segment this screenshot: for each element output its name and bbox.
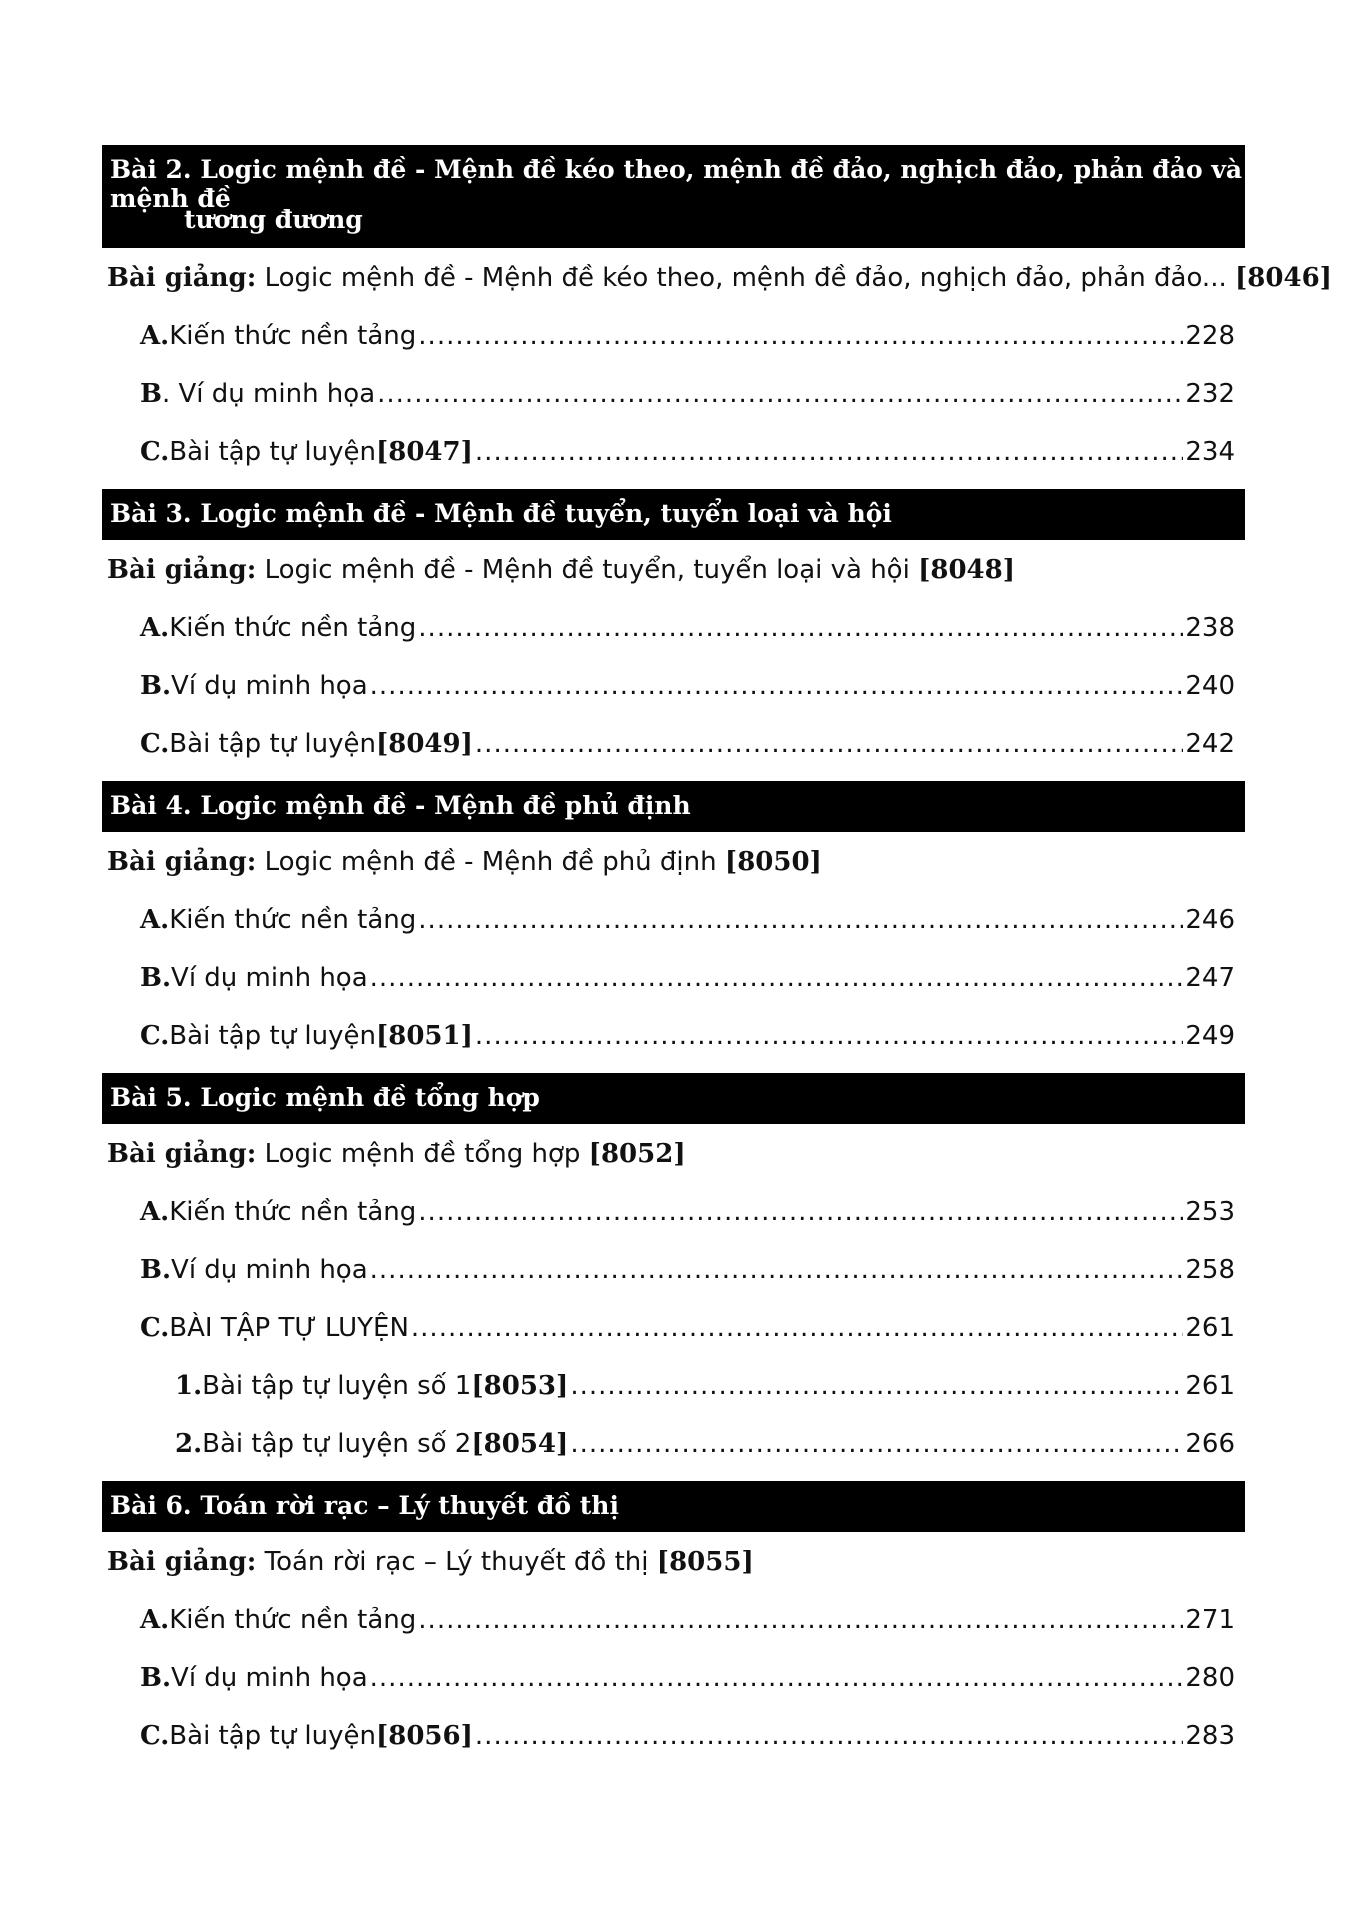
dot-leader bbox=[475, 1721, 1183, 1751]
entry-text: Kiến thức nền tảng bbox=[169, 1605, 417, 1635]
entry-text: Bài tập tự luyện bbox=[169, 1721, 376, 1751]
dot-leader bbox=[377, 379, 1183, 409]
page-number: 242 bbox=[1185, 729, 1235, 759]
lecture-text: Logic mệnh đề - Mệnh đề kéo theo, mệnh đề đảo, nghịch đảo, phản đảo... bbox=[256, 263, 1235, 293]
section-header-bai-3 bbox=[102, 489, 1245, 540]
entry-letter: C. bbox=[140, 1021, 170, 1051]
entry-letter: B. bbox=[140, 1255, 172, 1285]
toc-entry[interactable] bbox=[140, 613, 1235, 643]
entry-text: Kiến thức nền tảng bbox=[169, 321, 417, 351]
toc-entry[interactable] bbox=[140, 1663, 1235, 1693]
page-number: 249 bbox=[1185, 1021, 1235, 1051]
page-number: 228 bbox=[1185, 321, 1235, 351]
dot-leader bbox=[370, 963, 1184, 993]
section-header-bai-4 bbox=[102, 781, 1245, 832]
lecture-line bbox=[107, 1547, 754, 1577]
section-title: Bài 3. Logic mệnh đề - Mệnh đề tuyển, tuyển loại và hội bbox=[110, 499, 892, 528]
entry-text: Kiến thức nền tảng bbox=[169, 905, 417, 935]
lecture-label: Bài giảng: bbox=[107, 263, 257, 293]
entry-letter: C. bbox=[140, 1313, 170, 1343]
toc-entry[interactable] bbox=[140, 1197, 1235, 1227]
lecture-text: Toán rời rạc – Lý thuyết đồ thị bbox=[256, 1547, 657, 1577]
lecture-line bbox=[107, 1139, 686, 1169]
lecture-text: Logic mệnh đề - Mệnh đề phủ định bbox=[256, 847, 725, 877]
page-number: 232 bbox=[1185, 379, 1235, 409]
entry-text: Kiến thức nền tảng bbox=[169, 1197, 417, 1227]
lecture-text: Logic mệnh đề - Mệnh đề tuyển, tuyển loại và hội bbox=[256, 555, 919, 585]
lecture-label: Bài giảng: bbox=[107, 1547, 257, 1577]
section-header-bai-5 bbox=[102, 1073, 1245, 1124]
entry-text: Ví dụ minh họa bbox=[171, 963, 368, 993]
toc-entry[interactable] bbox=[140, 1255, 1235, 1285]
toc-entry[interactable] bbox=[140, 379, 1235, 409]
entry-text: Ví dụ minh họa bbox=[171, 671, 368, 701]
toc-entry[interactable] bbox=[140, 671, 1235, 701]
page-number: 240 bbox=[1185, 671, 1235, 701]
dot-leader bbox=[475, 1021, 1183, 1051]
page-number: 238 bbox=[1185, 613, 1235, 643]
lecture-label: Bài giảng: bbox=[107, 555, 257, 585]
entry-code: [8056] bbox=[375, 1721, 473, 1751]
section-title-continued: tương đương bbox=[184, 205, 363, 234]
lecture-text: Logic mệnh đề tổng hợp bbox=[256, 1139, 589, 1169]
entry-text: Bài tập tự luyện bbox=[169, 1021, 376, 1051]
toc-entry[interactable] bbox=[140, 729, 1235, 759]
dot-leader bbox=[370, 1663, 1184, 1693]
page-number: 261 bbox=[1185, 1371, 1235, 1401]
entry-letter: A. bbox=[140, 905, 170, 935]
dot-leader bbox=[418, 321, 1183, 351]
section-title: Bài 6. Toán rời rạc – Lý thuyết đồ thị bbox=[110, 1491, 619, 1520]
page-number: 253 bbox=[1185, 1197, 1235, 1227]
dot-leader bbox=[570, 1429, 1183, 1459]
entry-text: Bài tập tự luyện số 1 bbox=[202, 1371, 472, 1401]
section-header-bai-2 bbox=[102, 145, 1245, 248]
entry-code: [8053] bbox=[471, 1371, 569, 1401]
toc-entry[interactable] bbox=[140, 1313, 1235, 1343]
toc-entry[interactable] bbox=[140, 1721, 1235, 1751]
entry-text: Bài tập tự luyện bbox=[169, 729, 376, 759]
dot-leader bbox=[475, 437, 1183, 467]
entry-text: . Ví dụ minh họa bbox=[161, 379, 376, 409]
lecture-label: Bài giảng: bbox=[107, 1139, 257, 1169]
entry-letter: B. bbox=[140, 963, 172, 993]
dot-leader bbox=[570, 1371, 1183, 1401]
lecture-line bbox=[107, 263, 1332, 293]
page-number: 280 bbox=[1185, 1663, 1235, 1693]
entry-letter: B bbox=[140, 379, 162, 409]
entry-letter: A. bbox=[140, 1605, 170, 1635]
entry-letter: C. bbox=[140, 437, 170, 467]
dot-leader bbox=[418, 1605, 1183, 1635]
page-number: 258 bbox=[1185, 1255, 1235, 1285]
entry-letter: A. bbox=[140, 321, 170, 351]
dot-leader bbox=[475, 729, 1183, 759]
page-number: 234 bbox=[1185, 437, 1235, 467]
entry-text: Bài tập tự luyện số 2 bbox=[202, 1429, 472, 1459]
section-title: Bài 4. Logic mệnh đề - Mệnh đề phủ định bbox=[110, 791, 691, 820]
entry-letter: A. bbox=[140, 1197, 170, 1227]
page-number: 261 bbox=[1185, 1313, 1235, 1343]
toc-entry[interactable] bbox=[140, 905, 1235, 935]
lecture-code: [8055] bbox=[656, 1547, 754, 1577]
toc-entry[interactable] bbox=[140, 1605, 1235, 1635]
page-number: 247 bbox=[1185, 963, 1235, 993]
lecture-code: [8046] bbox=[1235, 263, 1332, 293]
entry-text: BÀI TẬP TỰ LUYỆN bbox=[169, 1313, 409, 1343]
entry-letter: C. bbox=[140, 1721, 170, 1751]
entry-letter: A. bbox=[140, 613, 170, 643]
page-number: 283 bbox=[1185, 1721, 1235, 1751]
toc-subentry[interactable] bbox=[175, 1371, 1235, 1401]
entry-text: Bài tập tự luyện bbox=[169, 437, 376, 467]
lecture-line bbox=[107, 847, 822, 877]
lecture-code: [8050] bbox=[724, 847, 822, 877]
dot-leader bbox=[418, 905, 1183, 935]
toc-entry[interactable] bbox=[140, 437, 1235, 467]
entry-letter: B. bbox=[140, 1663, 172, 1693]
entry-text: Ví dụ minh họa bbox=[171, 1663, 368, 1693]
toc-entry[interactable] bbox=[140, 963, 1235, 993]
entry-text: Ví dụ minh họa bbox=[171, 1255, 368, 1285]
dot-leader bbox=[411, 1313, 1183, 1343]
dot-leader bbox=[418, 1197, 1183, 1227]
lecture-code: [8052] bbox=[588, 1139, 686, 1169]
dot-leader bbox=[370, 1255, 1184, 1285]
section-title: Bài 5. Logic mệnh đề tổng hợp bbox=[110, 1083, 540, 1112]
page-number: 271 bbox=[1185, 1605, 1235, 1635]
entry-code: [8049] bbox=[375, 729, 473, 759]
section-header-bai-6 bbox=[102, 1481, 1245, 1532]
page-number: 246 bbox=[1185, 905, 1235, 935]
entry-code: [8054] bbox=[471, 1429, 569, 1459]
section-title: Bài 2. Logic mệnh đề - Mệnh đề kéo theo, mệnh đề đảo, nghịch đảo, phản đảo và mệnh đề bbox=[110, 155, 1243, 213]
toc-entry[interactable] bbox=[140, 1021, 1235, 1051]
dot-leader bbox=[370, 671, 1184, 701]
lecture-line bbox=[107, 555, 1015, 585]
page-number: 266 bbox=[1185, 1429, 1235, 1459]
entry-letter: C. bbox=[140, 729, 170, 759]
entry-code: [8051] bbox=[375, 1021, 473, 1051]
entry-number: 1. bbox=[175, 1371, 203, 1401]
entry-text: Kiến thức nền tảng bbox=[169, 613, 417, 643]
toc-subentry[interactable] bbox=[175, 1429, 1235, 1459]
dot-leader bbox=[418, 613, 1183, 643]
entry-number: 2. bbox=[175, 1429, 203, 1459]
toc-entry[interactable] bbox=[140, 321, 1235, 351]
lecture-label: Bài giảng: bbox=[107, 847, 257, 877]
entry-letter: B. bbox=[140, 671, 172, 701]
entry-code: [8047] bbox=[375, 437, 473, 467]
lecture-code: [8048] bbox=[918, 555, 1016, 585]
